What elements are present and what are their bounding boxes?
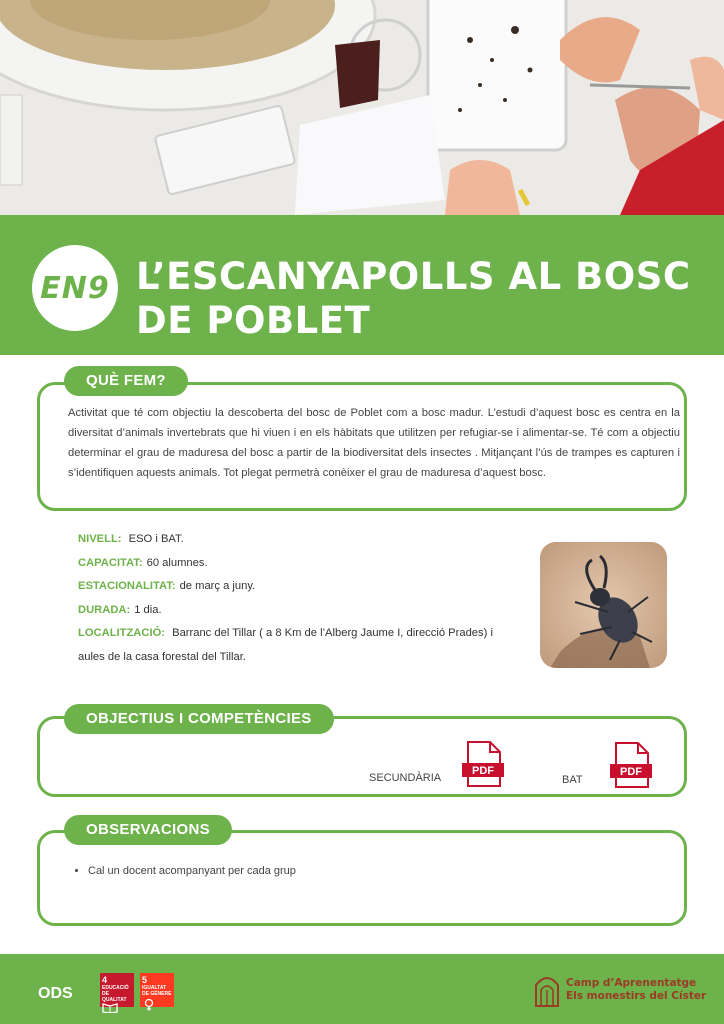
detail-capacitat [78,552,528,576]
logo-line-2: Els monestirs del Císter [566,990,707,1002]
section-heading-objectius: OBJECTIUS I COMPETÈNCIES [64,704,334,734]
sdg-text: EDUCACIÓ DE QUALITAT [102,985,129,1003]
camp-aprenentatge-logo [534,973,706,1007]
observations-list [88,865,296,877]
stag-beetle-photo [540,542,667,668]
detail-value: aules de la casa forestal del Tillar. [78,650,246,663]
sdg-5-badge [140,973,174,1007]
detail-label: ESTACIONALITAT: [78,580,176,592]
sdg-text: IGUALTAT DE GÈNERE [142,985,172,997]
detail-value: 1 dia. [134,603,162,616]
ods-label: ODS [38,985,73,1002]
gender-equality-icon [142,997,156,1011]
sdg-number: 4 [102,975,108,985]
header-photo [0,0,724,215]
detail-label: CAPACITAT: [78,556,143,569]
detail-label: NIVELL: [78,533,122,545]
detail-label: DURADA: [78,603,131,616]
page-title: L’ESCANYAPOLLS AL BOSC DE POBLET [136,255,691,342]
section-heading-que-fem: QUÈ FEM? [64,366,188,396]
sdg-number: 5 [142,975,148,985]
detail-durada [78,599,528,623]
pdf-label-bat: BAT [562,774,583,786]
detail-nivell [78,528,528,552]
pdf-icon-label: PDF [620,766,642,778]
detail-label: LOCALITZACIÓ: [78,627,165,639]
detail-value: 60 alumnes. [146,556,208,569]
sdg-4-badge [100,973,134,1007]
detail-localitzacio-cont [78,646,528,670]
pdf-file-icon[interactable] [462,740,504,788]
logo-line-1: Camp d’Aprenentatge [566,977,697,989]
detail-value: ESO i BAT. [125,533,184,545]
detail-value: Barranc del Tillar ( a 8 Km de l’Alberg Jaume I, direcció Prades) i [169,627,493,639]
detail-value: de març a juny. [179,580,256,592]
detail-estacionalitat [78,575,528,599]
monastery-icon [534,973,560,1007]
description-text: Activitat que té com objectiu la descoberta del bosc de Poblet com a bosc madur. L’estudi d’aquest bosc es centra en la diversitat d’animals invertebrats que hi viuen i en els hàbitats que utilitzen per refugiar-se i alimentar-se. Té com a objectiu determinar el grau de maduresa del bosc a partir de la biodiversitat dels insectes . Mitjançant l’ús de trampes es capturen i s’identifiquen aquests animals. Tot plegat permetrà conèixer el grau de maduresa d’aquest bosc. [68,407,680,479]
pdf-file-icon[interactable] [610,741,652,789]
pdf-label-secundaria: SECUNDÀRIA [369,772,442,784]
description-box [37,382,687,511]
section-heading-observacions: OBSERVACIONS [64,815,232,845]
book-icon [102,1003,118,1013]
detail-localitzacio [78,622,528,646]
list-item: • Cal un docent acompanyant per cada grup [88,865,296,877]
pdf-icon-label: PDF [472,765,494,777]
activity-details [78,528,528,669]
activity-code-badge: EN9 [32,245,118,331]
